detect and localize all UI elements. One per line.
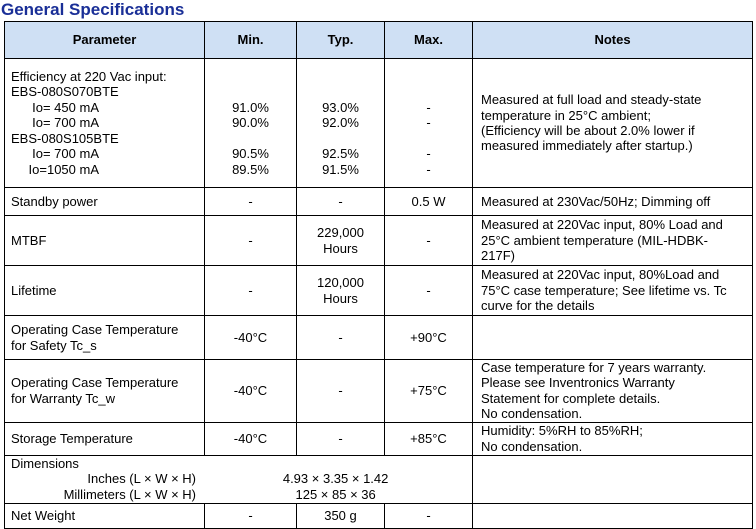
weight-notes [473,503,753,528]
efficiency-notes: Measured at full load and steady-state temperature in 25°C ambient; (Efficiency will be about 2.0% lower if measured immediately after startup.) [473,59,753,188]
tcs-typ: - [297,316,385,360]
header-min: Min. [205,22,297,59]
tcw-min: -40°C [205,360,297,423]
lifetime-parameter: Lifetime [5,266,205,316]
mtbf-parameter: MTBF [5,216,205,266]
storage-parameter: Storage Temperature [5,422,205,455]
weight-max: - [385,503,473,528]
row-dimensions [5,455,753,503]
header-typ: Typ. [297,22,385,59]
storage-typ: - [297,422,385,455]
efficiency-m2-io-1: Io= 700 mA [32,146,99,162]
dimensions-mm-label: Millimeters (L × W × H) [63,486,196,502]
dimensions-inches-label: Inches (L × W × H) [87,471,196,487]
tcw-max: +75°C [385,360,473,423]
tcs-notes [473,316,753,360]
weight-typ: 350 g [297,503,385,528]
lifetime-max: - [385,266,473,316]
tcs-parameter: Operating Case Temperature for Safety Tc_s [5,316,205,360]
specifications-table [4,21,753,529]
standby-max: 0.5 W [385,188,473,216]
dimensions-mm-value: 125 × 85 × 36 [295,486,376,502]
mtbf-notes: Measured at 220Vac input, 80% Load and 25°C ambient temperature (MIL-HDBK- 217F) [473,216,753,266]
mtbf-max: - [385,216,473,266]
row-storage [5,422,753,455]
standby-notes: Measured at 230Vac/50Hz; Dimming off [473,188,753,216]
dimensions-cell [5,455,473,503]
standby-parameter: Standby power [5,188,205,216]
storage-notes: Humidity: 5%RH to 85%RH; No condensation. [473,422,753,455]
weight-min: - [205,503,297,528]
efficiency-m1-io-2: Io= 700 mA [32,115,99,131]
dimensions-inches-value: 4.93 × 3.35 × 1.42 [282,471,389,487]
lifetime-typ: 120,000 Hours [297,266,385,316]
storage-max: +85°C [385,422,473,455]
tcw-parameter: Operating Case Temperature for Warranty Tc_w [5,360,205,423]
efficiency-model-2: EBS-080S105BTE [11,130,119,146]
section-title: General Specifications [1,0,185,19]
mtbf-min: - [205,216,297,266]
dimensions-label: Dimensions [11,456,79,472]
row-mtbf [5,216,753,266]
header-max: Max. [385,22,473,59]
header-notes: Notes [473,22,753,59]
tcs-max: +90°C [385,316,473,360]
efficiency-max: - - - - [385,59,473,188]
row-weight [5,503,753,528]
dimensions-notes [473,455,753,503]
efficiency-label: Efficiency at 220 Vac input: [11,69,167,85]
standby-min: - [205,188,297,216]
row-tc-warranty [5,360,753,423]
lifetime-min: - [205,266,297,316]
tcw-typ: - [297,360,385,423]
header-row [5,22,753,59]
row-lifetime [5,266,753,316]
efficiency-parameter [5,59,205,188]
efficiency-typ: 93.0% 92.0% 92.5% 91.5% [297,59,385,188]
standby-typ: - [297,188,385,216]
tcw-notes: Case temperature for 7 years warranty. Please see Inventronics Warranty Statement for complete details. No condensation. [473,360,753,423]
row-tc-safety [5,316,753,360]
efficiency-m2-io-2: Io=1050 mA [28,161,99,177]
tcs-min: -40°C [205,316,297,360]
efficiency-m1-io-1: Io= 450 mA [32,99,99,115]
weight-parameter: Net Weight [5,503,205,528]
storage-min: -40°C [205,422,297,455]
efficiency-model-1: EBS-080S070BTE [11,84,119,100]
efficiency-min: 91.0% 90.0% 90.5% 89.5% [205,59,297,188]
row-standby [5,188,753,216]
row-efficiency [5,59,753,188]
header-parameter: Parameter [5,22,205,59]
mtbf-typ: 229,000 Hours [297,216,385,266]
lifetime-notes: Measured at 220Vac input, 80%Load and 75°C case temperature; See lifetime vs. Tc curve for the details [473,266,753,316]
